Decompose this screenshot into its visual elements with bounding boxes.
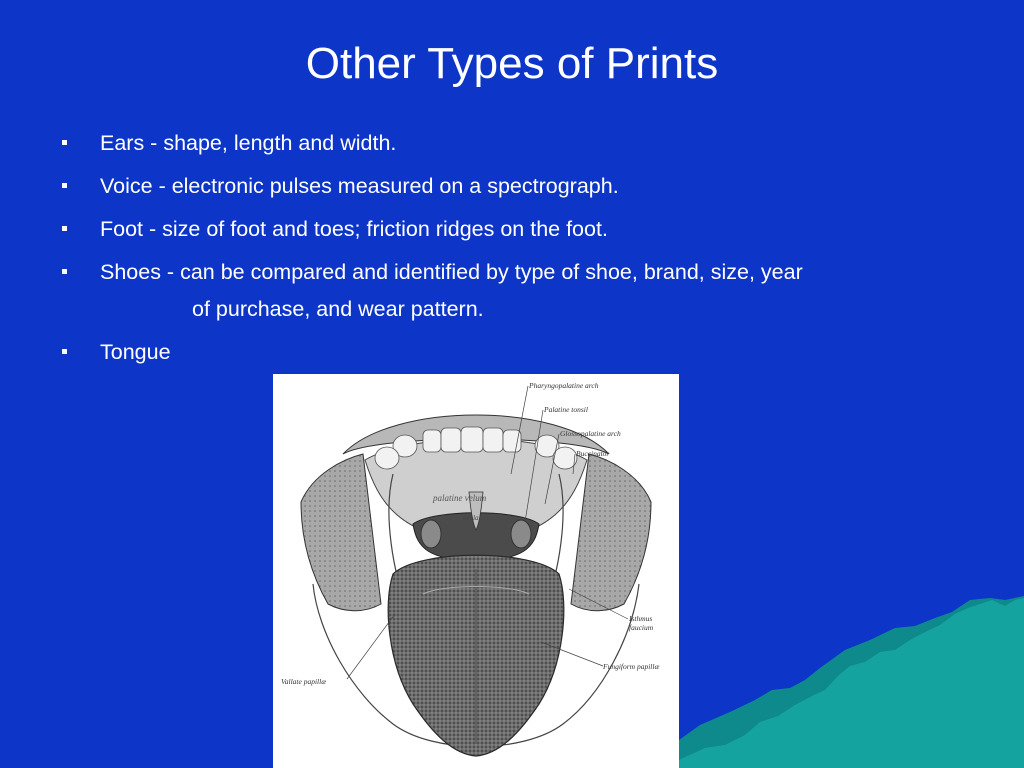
label-palatine-velum: palatine velum xyxy=(433,493,487,503)
left-tonsil xyxy=(421,520,441,548)
square-bullet-icon xyxy=(62,140,67,145)
square-bullet-icon xyxy=(62,349,67,354)
label-pharyngopalatine-arch: Pharyngopalatine arch xyxy=(529,381,599,390)
bullet-item-voice xyxy=(62,171,962,202)
bullet-text: Foot - size of foot and toes; friction ridges on the foot. xyxy=(100,217,608,241)
label-palatine-tonsil: Palatine tonsil xyxy=(544,405,588,414)
label-vallate-papillae: Vallate papillæ xyxy=(281,677,327,686)
tongue-illustration xyxy=(273,374,679,768)
square-bullet-icon xyxy=(62,226,67,231)
bullet-text: Shoes - can be compared and identified by type of shoe, brand, size, year xyxy=(100,260,803,284)
bullet-item-ears xyxy=(62,128,962,159)
bullet-text: Voice - electronic pulses measured on a spectrograph. xyxy=(100,174,619,198)
bullet-text: Tongue xyxy=(100,340,171,364)
right-tonsil xyxy=(511,520,531,548)
bullet-text: Ears - shape, length and width. xyxy=(100,131,397,155)
label-buccinator: Buccinator xyxy=(576,449,610,458)
label-isthmus-faucium: Isthmus faucium xyxy=(629,614,654,632)
label-glossopalatine-arch: Glossopalatine arch xyxy=(560,429,621,438)
bullet-item-shoes xyxy=(62,257,962,325)
bullet-text-continuation: of purchase, and wear pattern. xyxy=(192,297,484,321)
wave-shape-front xyxy=(679,598,1024,768)
slide-title: Other Types of Prints xyxy=(305,39,719,88)
label-uvula: uvula xyxy=(463,514,479,522)
bullet-list xyxy=(62,128,962,380)
square-bullet-icon xyxy=(62,269,67,274)
bullet-item-tongue xyxy=(62,337,962,368)
square-bullet-icon xyxy=(62,183,67,188)
label-fungiform-papillae: Fungiform papillæ xyxy=(603,662,660,671)
bullet-item-foot xyxy=(62,214,962,245)
